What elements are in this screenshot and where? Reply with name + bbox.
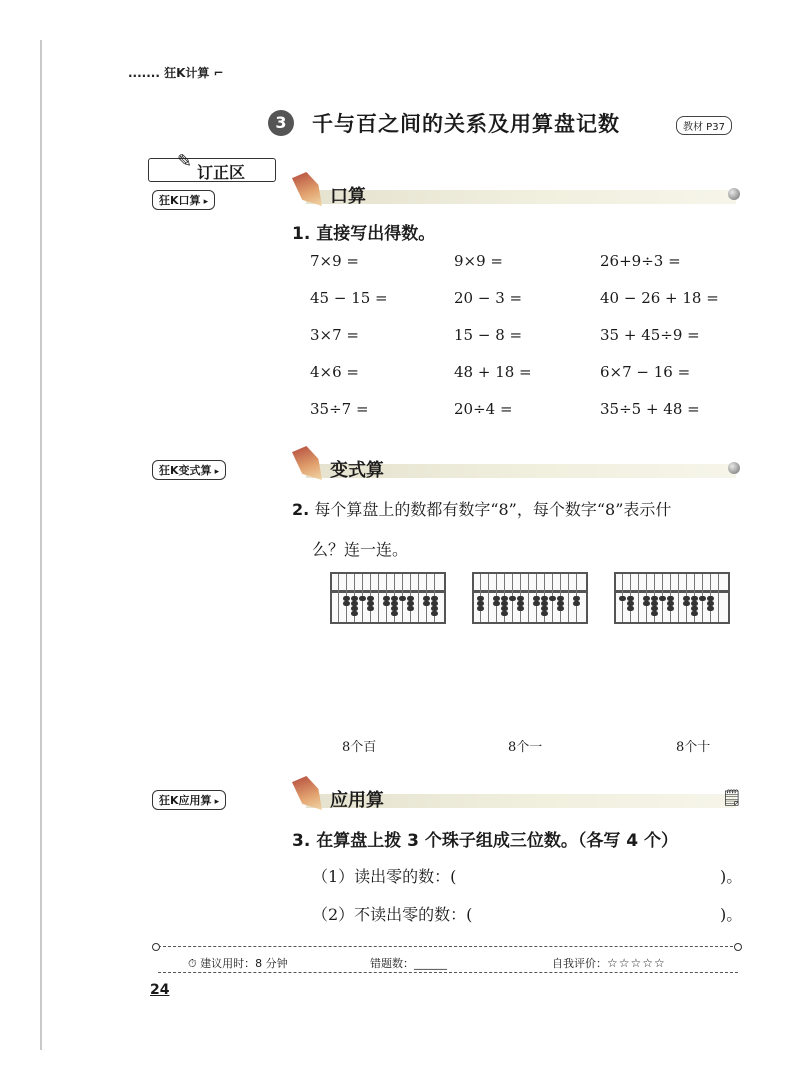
footer-divider-bottom [158, 972, 738, 973]
abacus-bead [493, 601, 500, 606]
abacus-bead [691, 611, 698, 616]
abacus-rod [418, 574, 419, 622]
match-label: 8个百 [342, 740, 377, 755]
side-tag-variant-label: 狂K变式算 [159, 464, 212, 477]
problem: 20÷4 = [454, 400, 513, 418]
q3-title: 3. 在算盘上拨 3 个珠子组成三位数。（各写 4 个） [292, 831, 679, 851]
abacus-rod [718, 574, 719, 622]
problem: 7×9 = [310, 252, 359, 270]
abacus-rod [488, 574, 489, 622]
abacus-bead [541, 611, 548, 616]
abacus-bead [431, 611, 438, 616]
abacus-bead [557, 606, 564, 611]
abacus-rod [528, 574, 529, 622]
banner-band [306, 190, 736, 204]
abacus-bead [367, 606, 374, 611]
abacus-bead [627, 606, 634, 611]
problem: 20 − 3 = [454, 289, 523, 307]
abacus-beam [332, 590, 444, 593]
bulb-icon [728, 188, 740, 200]
arrow-right-icon: ▸ [211, 797, 220, 807]
abacus-beam [616, 590, 728, 593]
abacus-rod [638, 574, 639, 622]
abacus-rod [338, 574, 339, 622]
match-label: 8个十 [676, 740, 711, 755]
problem: 45 − 15 = [310, 289, 388, 307]
section-banner-variant [292, 452, 746, 482]
ribbon-icon [292, 446, 322, 480]
pen-icon: ✎ [177, 151, 193, 172]
problem: 35÷7 = [310, 400, 369, 418]
q2-prompt-line1 [292, 497, 671, 520]
section-banner-oral [292, 178, 746, 208]
abacus-bead [383, 601, 390, 606]
section-title-applied: 应用算 [330, 790, 384, 811]
abacus-bead [573, 601, 580, 606]
q3-part2-label: （2）不读出零的数：( [312, 905, 473, 924]
abacus-bead [407, 606, 414, 611]
abacus-bead [501, 611, 508, 616]
abacus-rod [378, 574, 379, 622]
section-title-oral: 口算 [330, 186, 366, 207]
abacus-rod [678, 574, 679, 622]
abacus-bead [707, 606, 714, 611]
suggested-time: ⏱ 建议用时：8 分钟 [188, 957, 288, 970]
bulb-icon [728, 462, 740, 474]
arrow-right-icon: ▸ [211, 467, 220, 477]
abacus-bead [517, 606, 524, 611]
abacus-bead [423, 601, 430, 606]
lesson-title-row [268, 108, 758, 142]
q2-prompt-text: 每个算盘上的数都有数字“8”，每个数字“8”表示什 [314, 500, 672, 519]
lesson-number-badge: 3 [268, 110, 294, 136]
abacus-bead [391, 611, 398, 616]
rating-stars[interactable]: ☆☆☆☆☆ [607, 956, 666, 970]
abacus-bead [549, 596, 556, 601]
section-banner-applied [292, 782, 746, 812]
lesson-title: 千与百之间的关系及用算盘记数 [312, 112, 620, 136]
problem: 40 − 26 + 18 = [600, 289, 719, 307]
abacus-1 [330, 572, 446, 624]
abacus-beam [474, 590, 586, 593]
correction-area-box [148, 151, 276, 182]
abacus-bead [651, 611, 658, 616]
q2-number: 2. [292, 500, 310, 519]
problem: 48 + 18 = [454, 363, 532, 381]
side-tag-oral [152, 190, 215, 210]
q3-part1-close: )。 [720, 867, 743, 886]
ribbon-icon [292, 776, 322, 810]
abacus-rod [568, 574, 569, 622]
side-tag-variant [152, 460, 226, 480]
q3-part2-close: )。 [720, 905, 743, 924]
side-tag-oral-label: 狂K口算 [159, 194, 201, 207]
q3-part1-label: （1）读出零的数：( [312, 867, 457, 886]
section-title-variant: 变式算 [330, 460, 384, 481]
abacus-2 [472, 572, 588, 624]
footer-divider-top [158, 946, 738, 947]
problem: 3×7 = [310, 326, 359, 344]
binding-line [40, 40, 42, 1050]
textbook-page-ref: 教材 P37 [676, 116, 732, 135]
abacus-bead [659, 596, 666, 601]
correction-area-label: 订正区 [197, 163, 246, 182]
problem: 35 + 45÷9 = [600, 326, 700, 344]
problem: 35÷5 + 48 = [600, 400, 700, 418]
q1-title: 1. 直接写出得数。 [292, 224, 436, 244]
abacus-3 [614, 572, 730, 624]
error-count: 错题数：______ [370, 957, 447, 970]
problem: 9×9 = [454, 252, 503, 270]
match-label: 8个一 [508, 740, 543, 755]
abacus-bead [477, 606, 484, 611]
q2-prompt-line2: 么？连一连。 [312, 540, 409, 559]
abacus-bead [351, 611, 358, 616]
abacus-bead [683, 601, 690, 606]
abacus-bead [619, 596, 626, 601]
abacus-bead [343, 601, 350, 606]
problem: 26+9÷3 = [600, 252, 681, 270]
side-tag-applied-label: 狂K应用算 [159, 794, 212, 807]
abacus-bead [399, 596, 406, 601]
series-brand: ....... 狂K计算 ⌐ [128, 66, 224, 80]
abacus-bead [509, 596, 516, 601]
divider-end-dot [152, 943, 160, 951]
self-evaluation [552, 955, 666, 971]
problem: 15 − 8 = [454, 326, 523, 344]
problem: 4×6 = [310, 363, 359, 381]
arrow-right-icon: ▸ [200, 197, 209, 207]
abacus-bead [643, 601, 650, 606]
abacus-bead [359, 596, 366, 601]
abacus-bead [667, 606, 674, 611]
self-eval-label: 自我评价： [552, 957, 607, 970]
notebook-icon: 🗒 [721, 788, 742, 807]
divider-end-dot [734, 943, 742, 951]
problem: 6×7 − 16 = [600, 363, 691, 381]
side-tag-applied [152, 790, 226, 810]
abacus-bead [699, 596, 706, 601]
abacus-bead [533, 601, 540, 606]
page-number: 24 [150, 982, 170, 998]
ribbon-icon [292, 172, 322, 206]
